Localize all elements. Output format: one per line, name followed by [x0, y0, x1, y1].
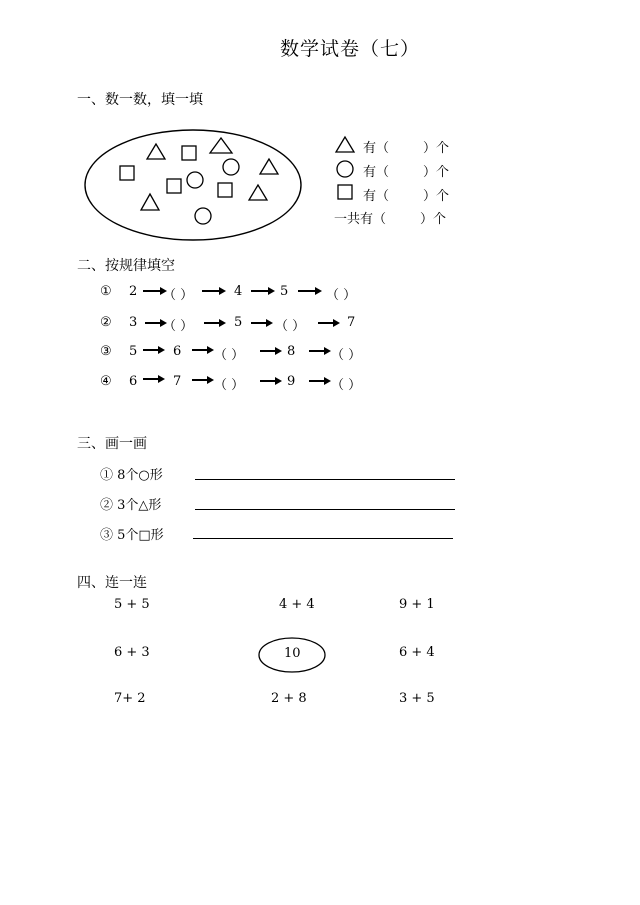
row-1-item: 5 — [280, 284, 289, 299]
row-4-blank: （ ） — [214, 378, 245, 393]
draw-squares-label: ③ 5个□形 — [100, 528, 164, 543]
expression: 9 + 1 — [399, 597, 435, 612]
expression: 6 + 4 — [399, 645, 435, 660]
expression: 3 + 5 — [399, 691, 435, 706]
row-2-blank: （ ） — [275, 319, 306, 334]
section-3-heading: 三、画一画 — [77, 436, 147, 452]
row-2-number: ② — [100, 315, 112, 330]
answer-line — [193, 538, 453, 539]
triangle-icon — [141, 194, 159, 210]
expression: 6 + 3 — [114, 645, 150, 660]
row-4-item: 7 — [173, 374, 182, 389]
triangle-icon — [336, 137, 354, 152]
row-1-item: 2 — [129, 284, 138, 299]
draw-triangles-label: ② 3个△形 — [100, 498, 162, 513]
triangle-icon — [249, 185, 267, 200]
arrow-head — [333, 319, 340, 327]
row-2-item: 3 — [129, 315, 138, 330]
row-1-blank: （ ） — [163, 288, 194, 303]
triangle-icon — [210, 138, 232, 153]
total-count-label: 一共有（ ）个 — [334, 212, 447, 227]
circle-icon — [195, 208, 211, 224]
expression: 5 + 5 — [114, 597, 150, 612]
circle-icon — [187, 172, 203, 188]
arrow-head — [324, 377, 331, 385]
row-4-blank: （ ） — [331, 378, 362, 393]
arrow-head — [275, 377, 282, 385]
square-icon — [167, 179, 181, 193]
answer-line — [195, 479, 455, 480]
arrow-head — [158, 346, 165, 354]
triangle-icon — [147, 144, 165, 159]
row-2-item: 7 — [347, 315, 356, 330]
row-3-number: ③ — [100, 344, 112, 359]
circle-icon — [337, 161, 353, 177]
arrow-head — [219, 319, 226, 327]
arrow-head — [324, 347, 331, 355]
row-1-number: ① — [100, 284, 112, 299]
circle-icon — [223, 159, 239, 175]
arrow-head — [158, 375, 165, 383]
square-count-label: 有（ ）个 — [363, 189, 450, 204]
row-4-item: 6 — [129, 374, 138, 389]
square-icon — [182, 146, 196, 160]
page-title: 数学试卷（七） — [280, 38, 421, 60]
answer-line — [195, 509, 455, 510]
arrow-head — [315, 287, 322, 295]
arrow-head — [207, 346, 214, 354]
row-1-blank: （ ） — [326, 288, 357, 303]
row-1-item: 4 — [234, 284, 243, 299]
row-4-item: 9 — [287, 374, 296, 389]
arrow-head — [219, 287, 226, 295]
arrow-head — [266, 319, 273, 327]
row-3-blank: （ ） — [331, 348, 362, 363]
row-3-blank: （ ） — [214, 348, 245, 363]
row-2-blank: （ ） — [163, 319, 194, 334]
square-icon — [120, 166, 134, 180]
section-2-heading: 二、按规律填空 — [77, 258, 175, 274]
draw-circles-label: ① 8个○形 — [100, 468, 163, 483]
row-2-item: 5 — [234, 315, 243, 330]
square-icon — [338, 185, 352, 199]
arrow-head — [275, 347, 282, 355]
row-3-item: 8 — [287, 344, 296, 359]
arrow-head — [268, 287, 275, 295]
arrow-head — [207, 376, 214, 384]
triangle-icon — [260, 159, 278, 174]
section-4-heading: 四、连一连 — [77, 575, 147, 591]
circle-count-label: 有（ ）个 — [363, 165, 450, 180]
expression: 2 + 8 — [271, 691, 307, 706]
square-icon — [218, 183, 232, 197]
row-3-item: 5 — [129, 344, 138, 359]
expression: 7+ 2 — [114, 691, 146, 706]
answer-value: 10 — [284, 646, 301, 661]
expression: 4 + 4 — [279, 597, 315, 612]
row-3-item: 6 — [173, 344, 182, 359]
section-1-heading: 一、数一数，填一填 — [77, 92, 203, 108]
row-4-number: ④ — [100, 374, 112, 389]
triangle-count-label: 有（ ）个 — [363, 141, 450, 156]
